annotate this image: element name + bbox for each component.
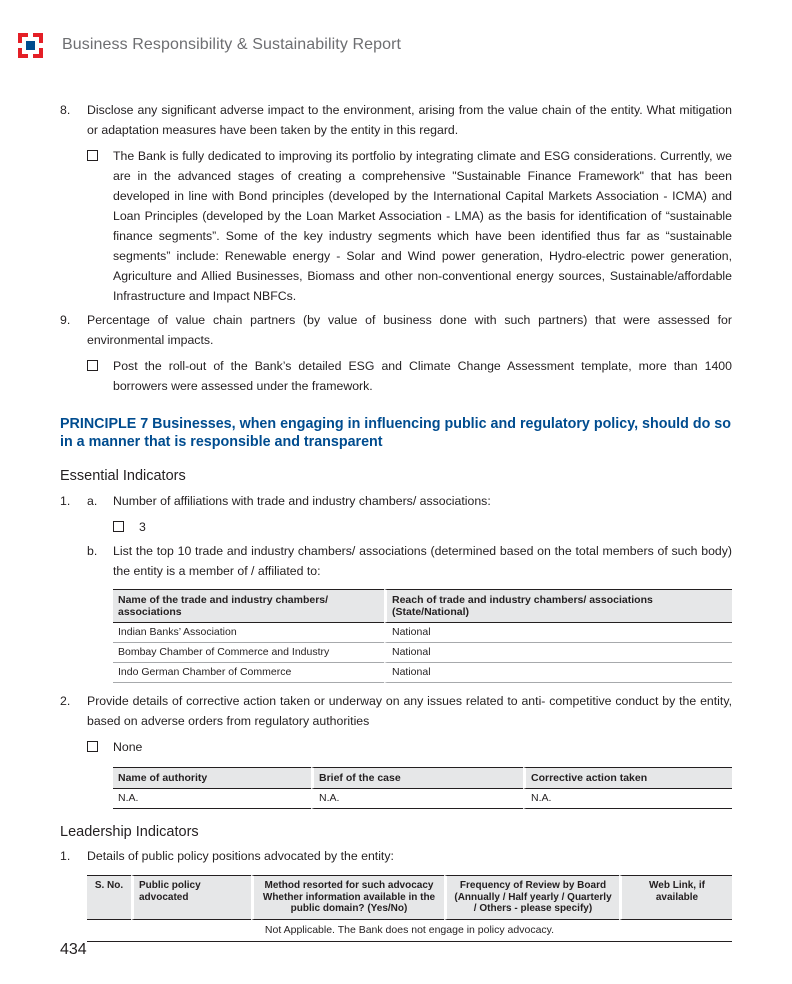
table-header: Brief of the case — [311, 767, 523, 789]
question-9: 9. Percentage of value chain partners (by value of business done with such partners) that were assessed for environmental impacts. — [60, 313, 732, 347]
page-number: 434 — [60, 941, 87, 958]
table-row: Indo German Chamber of Commerce National — [113, 663, 732, 683]
page-header — [18, 32, 401, 58]
table-header: Corrective action taken — [523, 767, 732, 789]
essential-question-2: 2. Provide details of corrective action taken or underway on any issues related to anti- competitive conduct by the entity, based on adverse orders from regulatory authorities — [60, 694, 732, 728]
table-header: Method resorted for such advocacy Whether information available in the public domain? (Yes/No) — [251, 875, 444, 920]
essential-question-1b: b. List the top 10 trade and industry chambers/ associations (determined based on the total members of such body) the entity is a member of / affiliated to: — [87, 544, 732, 578]
table-header: Name of authority — [113, 767, 311, 789]
table-row: Indian Banks’ Association National — [113, 623, 732, 643]
table-header: Frequency of Review by Board (Annually / Half yearly / Quarterly / Others - please specify) — [444, 875, 619, 920]
checkbox-icon — [87, 146, 113, 306]
answer-8: The Bank is fully dedicated to improving its portfolio by integrating climate and ESG considerations. Currently, we are in the advanced stages of creating a comprehensive "Sustainable Finance Framework" that has been developed in line with Bond principles (developed by the International Capital Markets Association - ICMA) and Loan Principles (developed by the Loan Market Association - LMA) as the basis for identification of “sustainable finance segments”. Some of the key industry segments which have been identified thus far as “sustainable segments” include: Renewable energy - Solar and Wind power generation, Hydro-electric power generation, Agriculture and Allied Businesses, Biomass and other non-conventional energy sources, Sustainable/affordable Infrastructure and Impact NBFCs. — [87, 146, 732, 306]
table-header: Web Link, if available — [619, 875, 732, 920]
page-content — [60, 100, 732, 942]
essential-question-1a: 1. a. Number of affiliations with trade and industry chambers/ associations: — [60, 494, 491, 508]
table-header: Reach of trade and industry chambers/ associations (State/National) — [384, 589, 732, 623]
leadership-indicators-heading: Leadership Indicators — [60, 824, 199, 840]
bank-logo-icon — [18, 33, 43, 58]
leadership-question-1: 1. Details of public policy positions advocated by the entity: — [60, 849, 394, 863]
table-row: Not Applicable. The Bank does not engage in policy advocacy. — [87, 920, 732, 942]
principle-heading: PRINCIPLE 7 Businesses, when engaging in influencing public and regulatory policy, should do so in a manner that is responsible and transparent — [60, 416, 731, 450]
checkbox-icon — [87, 737, 113, 757]
checkbox-icon — [87, 356, 113, 396]
table-row: N.A. N.A. N.A. — [113, 789, 732, 809]
checkbox-icon — [113, 517, 139, 537]
table-header: Public policy advocated — [131, 875, 251, 920]
chambers-table — [113, 589, 732, 683]
table-header: Name of the trade and industry chambers/ associations — [113, 589, 384, 623]
report-title: Business Responsibility & Sustainability Report — [62, 36, 402, 53]
essential-indicators-heading: Essential Indicators — [60, 468, 186, 484]
affiliation-count: 3 — [113, 517, 732, 537]
answer-2: None — [87, 737, 732, 757]
table-header: S. No. — [87, 875, 131, 920]
policy-advocacy-table — [87, 875, 732, 942]
answer-9: Post the roll-out of the Bank’s detailed ESG and Climate Change Assessment template, more than 1400 borrowers were assessed under the framework. — [87, 356, 732, 396]
table-row: Bombay Chamber of Commerce and Industry National — [113, 643, 732, 663]
question-8: 8. Disclose any significant adverse impact to the environment, arising from the value chain of the entity. What mitigation or adaptation measures have been taken by the entity in this regard. — [60, 103, 732, 137]
corrective-action-table — [113, 767, 732, 809]
